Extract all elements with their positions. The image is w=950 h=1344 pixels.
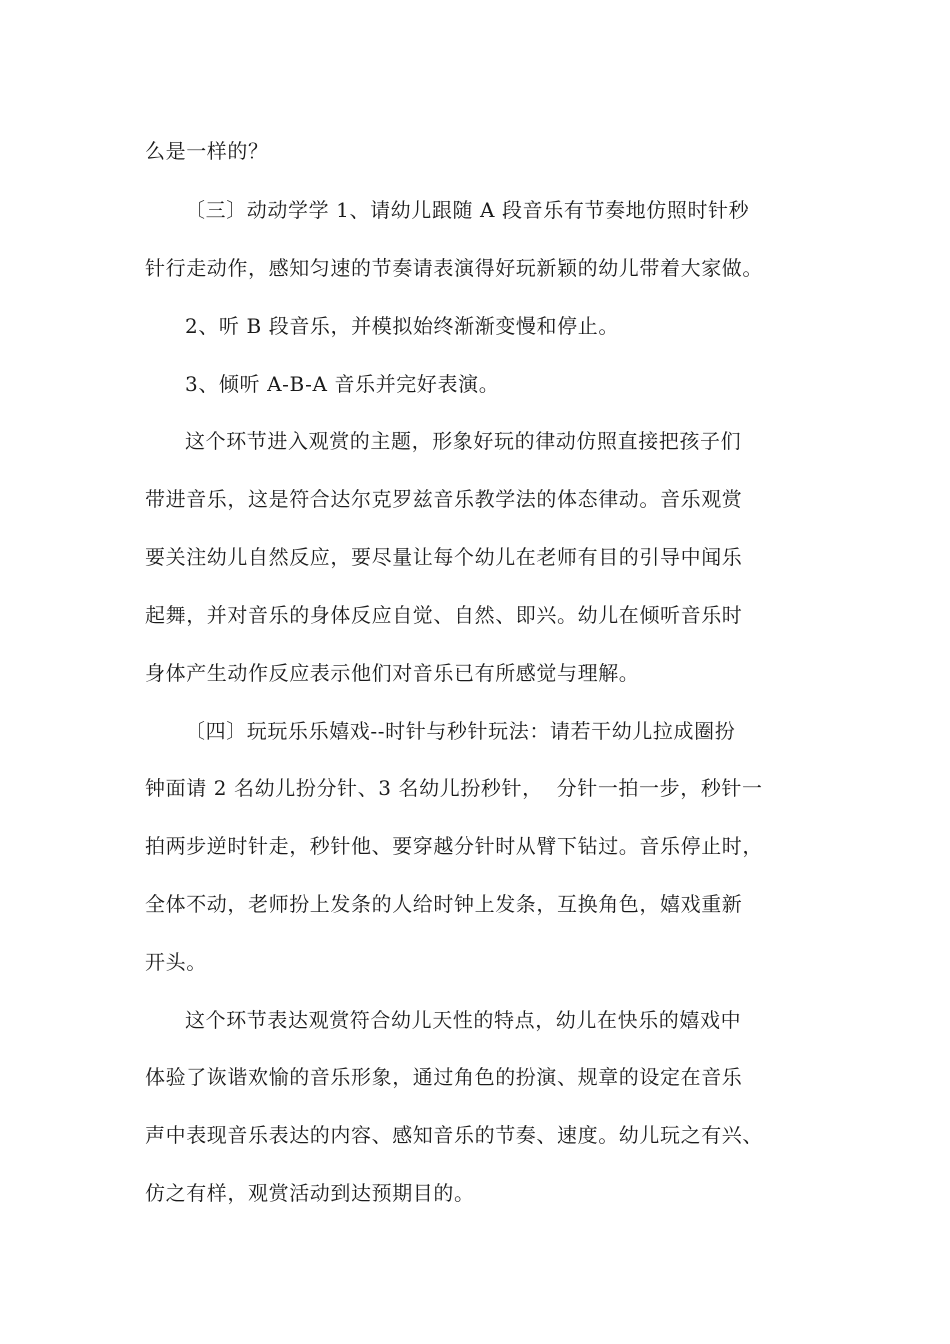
text-line: 么是一样的？ xyxy=(145,139,269,163)
text-line: 开头。 xyxy=(145,950,207,974)
text-line: 起舞，并对音乐的身体反应自觉、自然、即兴。幼儿在倾听音乐时 xyxy=(145,603,743,627)
text-line: 声中表现音乐表达的内容、感知音乐的节奏、速度。幼儿玩之有兴、 xyxy=(145,1123,763,1147)
text-line: 这个环节进入观赏的主题，形象好玩的律动仿照直接把孩子们 xyxy=(185,429,742,453)
text-line: 3、倾听 A-B-A 音乐并完好表演。 xyxy=(185,372,500,396)
text-line: 钟面请 2 名幼儿扮分针、3 名幼儿扮秒针， 分针一拍一步，秒针一 xyxy=(145,776,763,800)
text-line: 要关注幼儿自然反应，要尽量让每个幼儿在老师有目的引导中闻乐 xyxy=(145,545,743,569)
text-line: 身体产生动作反应表示他们对音乐已有所感觉与理解。 xyxy=(145,661,640,685)
text-line: 拍两步逆时针走，秒针他、要穿越分针时从臂下钻过。音乐停止时， xyxy=(145,834,763,858)
text-line: 〔四〕玩玩乐乐嬉戏--时针与秒针玩法：请若干幼儿拉成圈扮 xyxy=(185,719,736,743)
text-line: 2、听 B 段音乐，并模拟始终渐渐变慢和停止。 xyxy=(185,314,619,338)
text-line: 这个环节表达观赏符合幼儿天性的特点，幼儿在快乐的嬉戏中 xyxy=(185,1008,742,1032)
text-line: 〔三〕动动学学 1、请幼儿跟随 A 段音乐有节奏地仿照时针秒 xyxy=(185,198,750,222)
text-line: 全体不动，老师扮上发条的人给时钟上发条，互换角色，嬉戏重新 xyxy=(145,892,743,916)
text-line: 体验了诙谐欢愉的音乐形象，通过角色的扮演、规章的设定在音乐 xyxy=(145,1065,743,1089)
text-line: 针行走动作，感知匀速的节奏请表演得好玩新颖的幼儿带着大家做。 xyxy=(145,256,763,280)
text-line: 仿之有样，观赏活动到达预期目的。 xyxy=(145,1181,475,1205)
text-line: 带进音乐，这是符合达尔克罗兹音乐教学法的体态律动。音乐观赏 xyxy=(145,487,743,511)
